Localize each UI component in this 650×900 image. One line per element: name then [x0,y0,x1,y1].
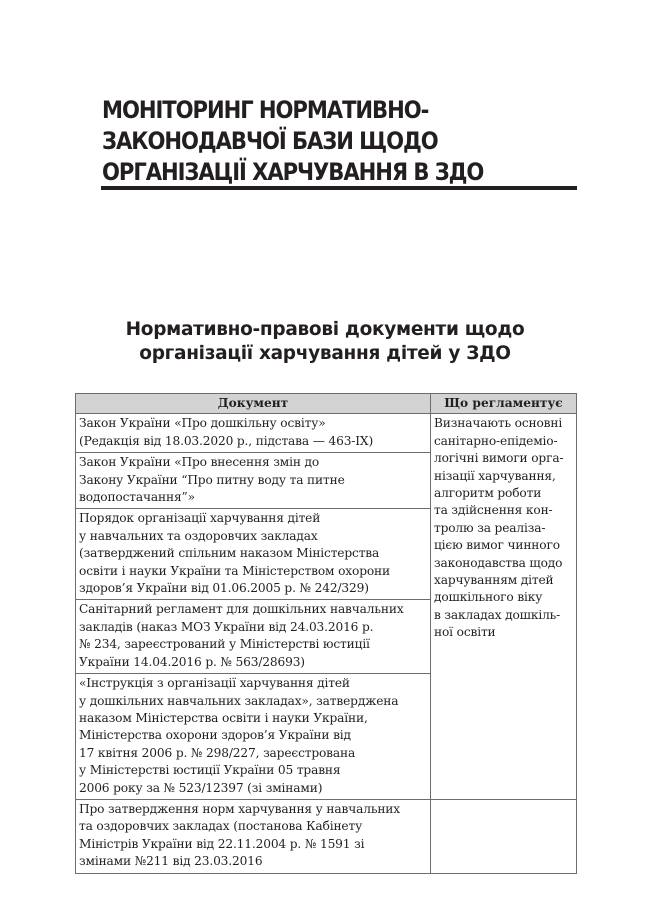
cell-text-line: Міністерства охорони здоров’я України від [79,728,351,743]
document-cell [76,509,431,600]
regulates-cell [431,414,577,800]
section-title-line: організації харчування дітей у ЗДО [139,343,511,364]
regulates-cell-empty [431,799,577,873]
cell-text-line: законодавства щодо [434,555,563,570]
document-cell [76,453,431,509]
chapter-title-line: ЗАКОНОДАВЧОЇ БАЗИ ЩОДО [102,127,438,155]
cell-text-line: харчуванням дітей [434,573,554,588]
table-header-row [76,394,577,414]
cell-text-line: дошкільного віку [434,590,543,605]
document-cell [76,414,431,453]
cell-text-line: Закон України «Про внесення змін до [79,455,320,470]
cell-text-line: 17 квітня 2006 р. № 298/227, зареєстрована [79,745,356,760]
section-title [75,318,575,366]
document-cell [76,600,431,674]
chapter-title-line: МОНІТОРИНГ НОРМАТИВНО- [102,96,429,124]
title-underline-rule [101,186,577,190]
cell-text-line: нізації харчування, [434,468,556,483]
cell-text-line: освіти і науки України та Міністерством охорони [79,563,390,578]
column-header-document: Документ [76,394,431,414]
cell-text-line: логічні вимоги орга- [434,451,564,466]
cell-text-line: 2006 року за № 523/12397 (зі змінами) [79,780,323,795]
cell-text-line: закладів (наказ МОЗ України від 24.03.2016 р. [79,619,374,634]
cell-text-line: водопостачання”» [79,490,195,505]
cell-text-line: Санітарний регламент для дошкільних навчальних [79,602,404,617]
cell-text-line: Порядок організації харчування дітей [79,511,321,526]
cell-text-line: України 14.04.2016 р. № 563/28693) [79,654,305,669]
cell-text-line: Закон України «Про дошкільну освіту» [79,416,326,431]
table-row [76,799,577,873]
cell-text-line: Визначають основні [434,416,563,431]
cell-text-line: (Редакція від 18.03.2020 р., підстава — 463-IX) [79,433,374,448]
cell-text-line: Закону України “Про питну воду та питне [79,472,345,487]
cell-text-line: санітарно-епідеміо- [434,433,558,448]
cell-text-line: здоров’я України від 01.06.2005 р. № 242/329) [79,581,369,596]
cell-text-line: змінами №211 від 23.03.2016 [79,854,263,869]
cell-text-line: «Інструкція з організації харчування дітей [79,676,350,691]
document-cell [76,799,431,873]
cell-text-line: тролю за реаліза- [434,520,546,535]
cell-text-line: у навчальних та оздоровчих закладах [79,528,318,543]
chapter-title-line: ОРГАНІЗАЦІЇ ХАРЧУВАННЯ В ЗДО [102,158,484,186]
cell-text-line: цією вимог чинного [434,538,560,553]
cell-text-line: у дошкільних навчальних закладах», затверджена [79,693,399,708]
documents-table [75,393,577,874]
cell-text-line: ної освіти [434,625,496,640]
section-title-line: Нормативно-правові документи щодо [125,319,525,340]
cell-text-line: та оздоровчих закладах (постанова Кабінету [79,819,363,834]
chapter-title [102,95,524,188]
table-row [76,414,577,453]
cell-text-line: Про затвердження норм харчування у навчальних [79,801,400,816]
cell-text-line: наказом Міністерства освіти і науки України, [79,710,368,725]
cell-text-line: в закладах дошкіль- [434,607,561,622]
cell-text-line: № 234, зареєстрований у Міністерстві юстиції [79,637,370,652]
column-header-regulates: Що регламентує [431,394,577,414]
cell-text-line: Міністрів України від 22.11.2004 р. № 1591 зі [79,836,365,851]
cell-text-line: алгоритм роботи [434,486,542,501]
cell-text-line: та здійснення кон- [434,503,553,518]
cell-text-line: у Міністерстві юстиції України 05 травня [79,763,341,778]
cell-text-line: (затверджений спільним наказом Міністерства [79,546,380,561]
document-cell [76,674,431,800]
